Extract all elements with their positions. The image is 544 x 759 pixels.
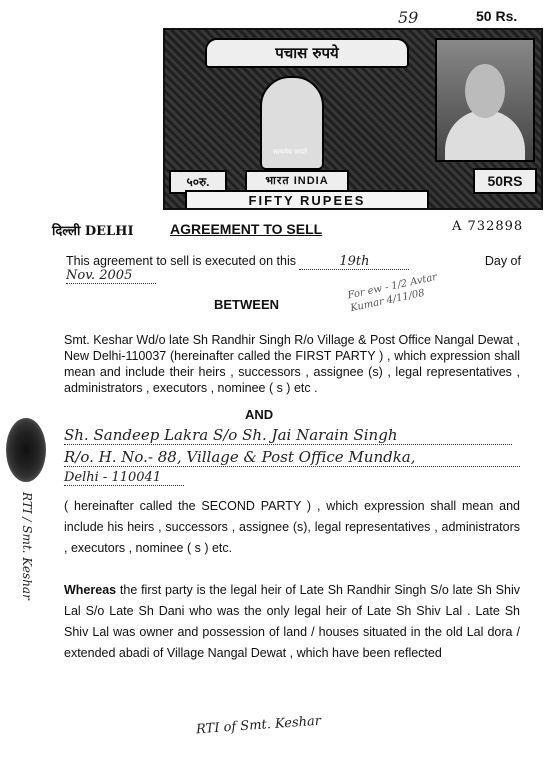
place-english: DELHI <box>84 224 134 239</box>
stamp-value-right: 50RS <box>473 168 537 194</box>
first-party-text: Smt. Keshar Wd/o late Sh Randhir Singh R/o Village & Post Office Nangal Dewat , New Delhi-110037 (hereinafter called the FIRST PARTY ) , which expression shall mean and include their heirs , successors , assignee (s) , legal representatives , administrators , executors , nominee ( s ) etc . <box>64 333 520 395</box>
second-party-line-1: Sh. Sandeep Lakra S/o Sh. Jai Narain Singh <box>64 426 512 445</box>
stamp-hindi-title: पचास रुपये <box>205 38 409 68</box>
bottom-handwritten-note: RTI of Smt. Keshar <box>195 713 322 738</box>
photo-face <box>465 64 505 118</box>
place-hindi: दिल्ली <box>52 224 81 239</box>
serial-number: A 732898 <box>452 219 524 234</box>
stamp-country <box>245 170 349 192</box>
side-handwritten-note: RTI / Smt. Keshar <box>20 492 34 600</box>
second-party-line-3: Delhi - 110041 <box>64 470 184 486</box>
execution-intro: This agreement to sell is executed on this <box>66 254 296 268</box>
whereas-text: the first party is the legal heir of Late Sh Randhir Singh S/o late Sh Shiv Lal S/o Late Sh Dani who was the only legal heir of Late Sh Shiv Lal . Late Sh Shiv Lal was owner and possession of land / houses situated in the old Lal dora / extended abadi of Village Nangal Dewat , which have been reflected <box>64 583 520 660</box>
denomination-label: 50 Rs. <box>476 8 518 24</box>
second-party-block <box>64 496 520 559</box>
whereas-keyword: Whereas <box>64 583 117 597</box>
document-title: AGREEMENT TO SELL <box>170 221 323 237</box>
stamp-paper <box>163 28 543 210</box>
between-heading: BETWEEN <box>214 297 279 312</box>
and-heading: AND <box>245 407 274 422</box>
stamp-words: FIFTY RUPEES <box>185 190 429 210</box>
stamp-motto: सत्यमेव जयते <box>272 149 308 156</box>
handwritten-page-number: 59 <box>398 8 419 27</box>
second-party-text: ( hereinafter called the SECOND PARTY ) , which expression shall mean and include his heirs , successors , assignee (s), legal representatives , administrators , executors , nominee ( s ) etc. <box>64 499 520 555</box>
second-party-line-2: R/o. H. No.- 88, Village & Post Office Mundka, <box>64 448 520 467</box>
party-photo <box>435 38 535 162</box>
stamp-country-hindi: भारत <box>265 175 290 187</box>
margin-handwritten-note: For ew - 1/2 Avtar Kumar 4/11/08 <box>346 271 439 315</box>
execution-month: Nov. 2005 <box>66 268 156 284</box>
whereas-block <box>64 580 520 664</box>
day-of-label: Day of <box>484 254 521 268</box>
execution-day: 19th <box>299 254 409 270</box>
stamp-country-english: INDIA <box>293 175 329 187</box>
place-label <box>52 221 134 239</box>
thumb-impression <box>6 418 46 482</box>
stamp-value-left: ५०रु. <box>169 170 227 194</box>
first-party-block <box>64 332 520 396</box>
